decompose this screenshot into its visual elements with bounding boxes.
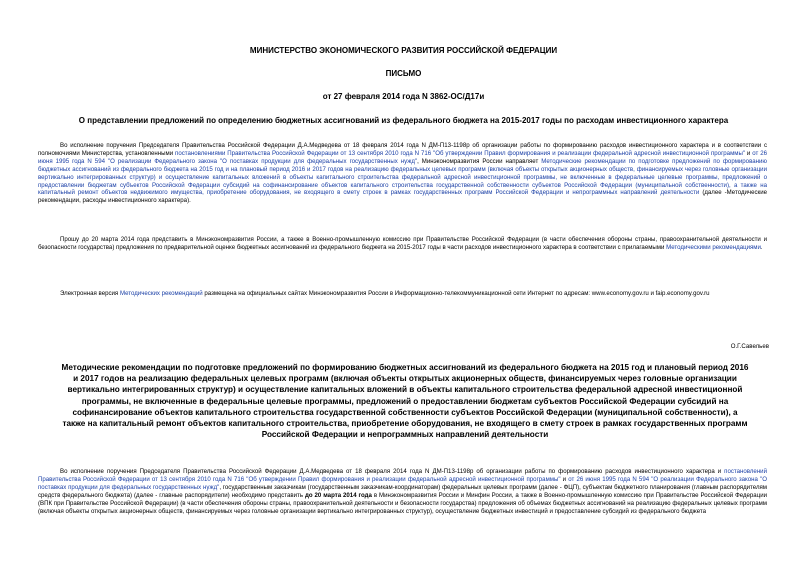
- paragraph-2-text-b: .: [760, 243, 763, 251]
- document-type: ПИСЬМО: [385, 69, 422, 78]
- paragraph-2: [38, 236, 767, 252]
- paragraph-4-text-b: и: [560, 475, 569, 483]
- paragraph-1: [38, 142, 767, 205]
- link-methodology[interactable]: Методические рекомендации по подготовке предложений по формированию бюджетных ассигнований из федерального бюджета на 2015 год и на плановый период 2016 и 2017 годов на реализацию федеральных целевых программ (включая объекты открытых акционерных обществ, финансируемых через головные организации вертикально интегрированных структур) и осуществление капитальных вложений в объекты капитального строительства федеральной адресной инвестиционной программы, не включенные в федеральные целевые программы, предложений о предоставлении бюджетам субъектов Российской Федерации субсидий на софинансирование объектов капитального строительства государственной собственности субъектов Российской Федерации (муниципальной собственности), а также на капитальный ремонт объектов недвижимого имущества, приобретение оборудования, не входящего в смету строек в рамках государственных программ Российской Федерации и непрограммных направлений деятельности: [38, 157, 767, 197]
- paragraph-4-text-a: Во исполнение поручения Председателя Правительства Российской Федерации Д.А.Медведева от 18 февраля 2014 года N ДМ-П13-1198р об организации работы по формированию расходов инвестиционного характера и: [60, 468, 725, 475]
- paragraph-2-text-a: Прошу до 20 марта 2014 года представить в Минэкономразвития России, а также в Военно-промышленную комиссию при Правительстве Российской Федерации (в части обеспечения обороны страны, правоохранительной деятельности и безопасности государства) предложения по предварительной оценке бюджетных ассигнований из федерального бюджета на 2015-2017 годы в части расходов инвестиционного характера в соответствии с прилагаемыми: [38, 236, 767, 251]
- paragraph-3-text-b: размещена на официальных сайтах Минэкономразвития России в Информационно-телекоммуникационной сети Интернет по адресам: www.economy.gov.ru и faip.economy.gov.ru: [202, 290, 710, 297]
- link-decree-716-b[interactable]: постановлений Правительства Российской Федерации от 13 сентября 2010 года N 716 "Об утверждении Правил формирования и реализации федеральной адресной инвестиционной программы": [38, 468, 767, 483]
- link-decree-716[interactable]: постановлениями Правительства Российской Федерации от 13 сентября 2010 года N 716 "Об утверждении Правил формирования и реализации федеральной адресной инвестиционной программы": [175, 149, 745, 157]
- paragraph-4: [38, 468, 767, 515]
- paragraph-1-text-a: Во исполнение поручения Председателя Правительства Российской Федерации Д.А.Медведева от 18 февраля 2014 года N ДМ-П13-1198р об организации работы по формированию расходов инвестиционного характера и в соответствии с полномочиями Министерства, установленными: [38, 142, 767, 157]
- document-subject: О представлении предложений по определению бюджетных ассигнований из федерального бюджета на 2015-2017 годы по расходам инвестиционного характера: [78, 116, 729, 125]
- paragraph-4-text-d: в Минэкономразвития России и Минфин России, а также в Военно-промышленную комиссию при Правительстве Российской Федерации (ВПК при Правительстве Российской Федерации) (в части обеспечения обороны страны, правоохранительной деятельности и безопасности государства) предложения об объемах бюджетных ассигнований на реализацию федеральных целевых программ (включая объекты открытых акционерных обществ, финансируемых через головные организации вертикально интегрированных структур), осуществление бюджетных инвестиций и предоставление субсидий из федерального бюджета: [38, 491, 767, 515]
- ministry-heading: МИНИСТЕРСТВО ЭКОНОМИЧЕСКОГО РАЗВИТИЯ РОССИЙСКОЙ ФЕДЕРАЦИИ: [249, 46, 558, 55]
- signature: О.Г.Савельев: [730, 343, 769, 350]
- deadline-bold: до 20 марта 2014 года: [304, 491, 372, 499]
- paragraph-1-text-d: (далее -Методические рекомендации, расходы инвестиционного характера).: [38, 189, 767, 205]
- document-date-number: от 27 февраля 2014 года N 3862-ОС/Д17и: [322, 92, 485, 101]
- paragraph-1-text-b: и: [745, 149, 753, 157]
- paragraph-1-text-c: , Минэкономразвития России направляет: [417, 157, 542, 165]
- link-decree-594[interactable]: от 26 июня 1995 года N 594 "О реализации Федерального закона "О поставках продукции для федеральных государственных нужд": [38, 149, 767, 165]
- paragraph-3: [38, 290, 767, 298]
- link-methodology-electronic[interactable]: Методических рекомендаций: [119, 290, 203, 297]
- link-methodology-recommendations[interactable]: Методическими рекомендациями: [666, 243, 761, 251]
- paragraph-4-text-c: , государственным заказчикам (государственным заказчикам-координаторам) федеральных целевых программ (далее - ФЦП), субъектам бюджетного планирования (главным распорядителям средств федерального бюджета) (далее - главные распорядители) необходимо представить: [38, 483, 767, 499]
- paragraph-3-text-a: Электронная версия: [60, 290, 120, 297]
- link-decree-594-b[interactable]: от 26 июня 1995 года N 594 "О реализации Федерального закона "О поставках продукции для федеральных государственных нужд": [38, 475, 767, 491]
- methodology-title: Методические рекомендации по подготовке предложений по формированию бюджетных ассигнований из федерального бюджета на 2015 год и плановый период 2016 и 2017 годов на реализацию федеральных целевых программ (включая объекты открытых акционерных обществ, финансируемых через головные организации вертикально интегрированных структур) и осуществление капитальных вложений в объекты капитального строительства федеральной адресной инвестиционной программы, не включенные в федеральные целевые программы, предложений о предоставлении бюджетам субъектов Российской Федерации субсидий на софинансирование объектов капитального строительства государственной собственности субъектов Российской Федерации (муниципальной собственности), а также на капитальный ремонт объектов капитального строительства, приобретение оборудования, не входящего в смету строек в рамках государственных программ Российской Федерации и непрограммных направлений деятельности: [61, 363, 749, 440]
